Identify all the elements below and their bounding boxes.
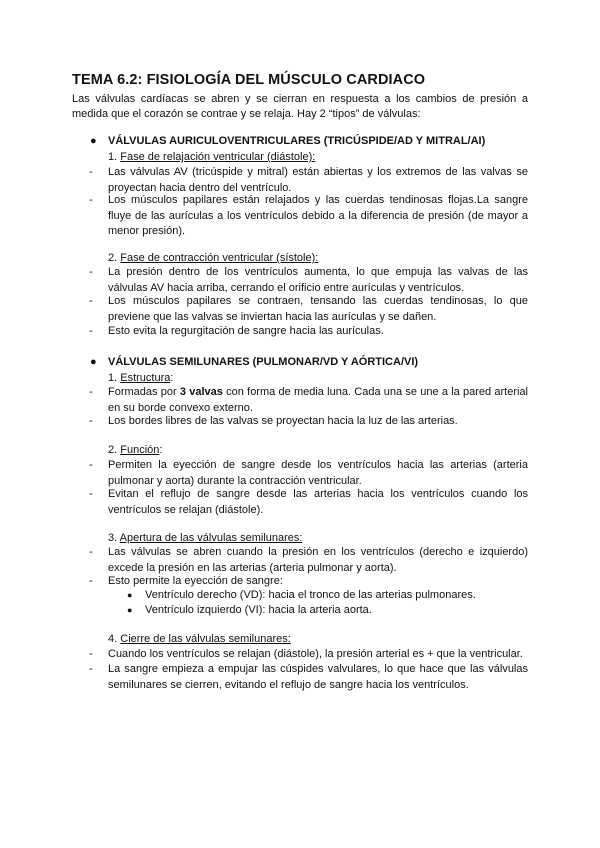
list-item: [89, 662, 528, 693]
estructura-item-post: con forma de media luna. Cada una se une a la pared arterial en su borde convexo externo.: [108, 386, 528, 414]
sub-bullet-icon: ●: [127, 605, 133, 615]
list-item-text: Esto evita la regurgitación de sangre hacia las aurículas.: [108, 325, 384, 337]
list-item-text: Las válvulas AV (tricúspide y mitral) están abiertas y los extremos de las valvas se proyectan hacia dentro del ventrículo.: [108, 166, 528, 194]
dash-marker: -: [89, 488, 93, 500]
estructura-item-bold: 3 valvas: [179, 386, 223, 398]
list-item-text: [108, 385, 528, 416]
dash-marker: -: [89, 575, 93, 587]
section-heading-av: VÁLVULAS AURICULOVENTRICULARES (TRICÚSPIDE/AD Y MITRAL/AI): [108, 135, 486, 147]
list-item-text: Los bordes libres de las valvas se proyectan hacia la luz de las arterias.: [108, 415, 458, 427]
phase-2-heading: [108, 251, 318, 266]
funcion-number: 2.: [108, 444, 118, 456]
funcion-heading: [108, 443, 162, 458]
dash-marker: -: [89, 648, 93, 660]
list-item: [89, 193, 528, 240]
list-item: [89, 487, 528, 518]
sub-list-item: Ventrículo izquierdo (VI): hacia la arteria aorta.: [145, 604, 372, 616]
cierre-number: 4.: [108, 633, 118, 645]
apertura-number: 3.: [108, 532, 118, 544]
sub-bullet-icon: ●: [127, 590, 133, 600]
cierre-label: Cierre de las válvulas semilunares:: [120, 633, 291, 645]
list-item-text: Cuando los ventrículos se relajan (diástole), la presión arterial es + que la ventricular.: [108, 648, 523, 660]
list-item-text: Permiten la eyección de sangre desde los ventrículos hacia las arterias (arteria pulmonar y aorta) durante la contracción ventricular.: [108, 459, 528, 487]
dash-marker: -: [89, 166, 93, 178]
dash-marker: -: [89, 295, 93, 307]
dash-marker: -: [89, 415, 93, 427]
estructura-heading: [108, 371, 173, 386]
cierre-heading: [108, 632, 291, 647]
list-item-text: La sangre empieza a empujar las cúspides valvulares, lo que hace que las válvulas semilunares se cierren, evitando el reflujo de sangre hacia los ventrículos.: [108, 663, 528, 691]
sub-list-item: Ventrículo derecho (VD): hacia el tronco de las arterias pulmonares.: [145, 589, 476, 601]
bullet-icon: ●: [90, 356, 97, 368]
list-item-text: Las válvulas se abren cuando la presión en los ventrículos (derecho e izquierdo) excede la presión en las arterias (arteria pulmonar y aorta).: [108, 546, 528, 574]
list-item: [89, 385, 528, 416]
dash-marker: -: [89, 663, 93, 675]
list-item: [89, 294, 528, 325]
estructura-colon: :: [170, 372, 174, 384]
dash-marker: -: [89, 546, 93, 558]
list-item-text: Los músculos papilares están relajados y las cuerdas tendinosas flojas.La sangre fluye de las aurículas a los ventrículos debido a la diferencia de presión (de mayor a menor presión).: [108, 194, 528, 238]
dash-marker: -: [89, 266, 93, 278]
funcion-colon: :: [159, 444, 163, 456]
list-item-text: Los músculos papilares se contraen, tensando las cuerdas tendinosas, lo que previene que las valvas se inviertan hacia las aurículas y se dañen.: [108, 295, 528, 323]
list-item: [89, 324, 528, 340]
phase-1-label: Fase de relajación ventricular (diástole):: [120, 151, 316, 163]
page-title: TEMA 6.2: FISIOLOGÍA DEL MÚSCULO CARDIACO: [72, 72, 426, 88]
intro-paragraph: Las válvulas cardíacas se abren y se cierran en respuesta a los cambios de presión a medida que el corazón se contrae y se relaja. Hay 2 “tipos” de válvulas:: [72, 93, 528, 120]
phase-1-heading: [108, 150, 315, 165]
estructura-label: Estructura: [120, 372, 171, 384]
list-item: [89, 265, 528, 296]
bullet-icon: ●: [90, 135, 97, 147]
estructura-number: 1.: [108, 372, 118, 384]
list-item: [89, 165, 528, 196]
dash-marker: -: [89, 194, 93, 206]
phase-2-label: Fase de contracción ventricular (sístole):: [120, 252, 319, 264]
dash-marker: -: [89, 386, 93, 398]
list-item-text: Evitan el reflujo de sangre desde las arterias hacia los ventrículos cuando los ventrículos se relajan (diástole).: [108, 488, 528, 516]
apertura-heading: [108, 531, 302, 546]
phase-2-number: 2.: [108, 252, 118, 264]
phase-1-number: 1.: [108, 151, 118, 163]
list-item: [89, 458, 528, 489]
list-item: [89, 647, 528, 663]
dash-marker: -: [89, 325, 93, 337]
list-item: [89, 545, 528, 576]
apertura-label: Apertura de las válvulas semilunares:: [119, 532, 303, 544]
estructura-item-pre: Formadas por: [108, 386, 180, 398]
list-item-text: Esto permite la eyección de sangre:: [108, 575, 283, 587]
list-item-text: La presión dentro de los ventrículos aumenta, lo que empuja las valvas de las válvulas AV hacia arriba, cerrando el orificio entre aurículas y ventrículos.: [108, 266, 528, 294]
list-item: [89, 414, 528, 430]
dash-marker: -: [89, 459, 93, 471]
section-heading-semilunar: VÁLVULAS SEMILUNARES (PULMONAR/VD Y AÓRTICA/VI): [108, 356, 419, 368]
funcion-label: Función: [120, 444, 160, 456]
